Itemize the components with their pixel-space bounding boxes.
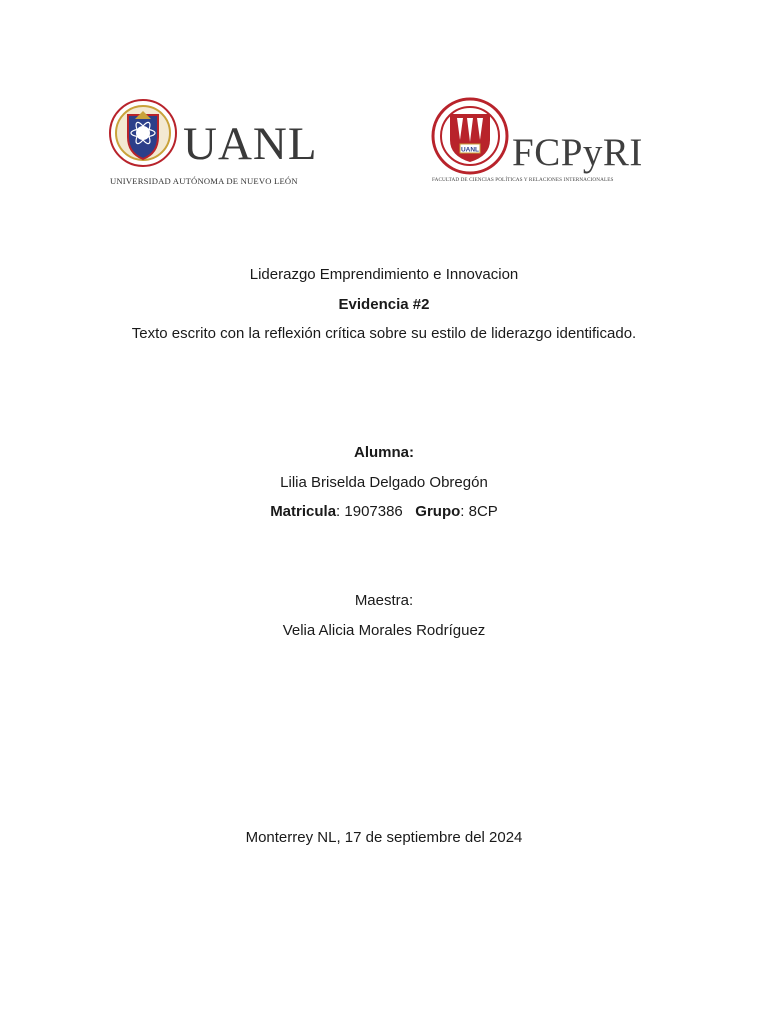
teacher-name: Velia Alicia Morales Rodríguez xyxy=(282,622,486,639)
student-label: Alumna: xyxy=(354,444,414,461)
uanl-wordmark: UANL xyxy=(183,118,318,170)
evidence-title: Evidencia #2 xyxy=(338,296,430,313)
place-date: Monterrey NL, 17 de septiembre del 2024 xyxy=(245,829,523,846)
teacher-label: Maestra: xyxy=(354,592,414,609)
uanl-subtitle: UNIVERSIDAD AUTÓNOMA DE NUEVO LEÓN xyxy=(110,176,298,186)
fcpyri-wordmark: FCPyRI xyxy=(512,131,643,174)
fcpyri-seal-icon xyxy=(430,96,510,176)
fcpyri-seal-badge: UANL xyxy=(460,146,480,154)
matricula-label: Matricula xyxy=(270,503,337,520)
uanl-seal-icon xyxy=(108,97,178,169)
grupo-label: Grupo xyxy=(415,503,461,520)
fcpyri-logo xyxy=(430,96,660,188)
course-title: Liderazgo Emprendimiento e Innovacion xyxy=(249,266,519,283)
uanl-logo xyxy=(108,97,318,189)
description-text: Texto escrito con la reflexión crítica sobre su estilo de liderazgo identificado. xyxy=(131,325,637,342)
grupo-value: : 8CP xyxy=(460,503,498,520)
fcpyri-subtitle: FACULTAD DE CIENCIAS POLÍTICAS Y RELACIONES INTERNACIONALES xyxy=(432,177,614,183)
student-name: Lilia Briselda Delgado Obregón xyxy=(280,474,488,491)
student-ids xyxy=(0,503,768,521)
matricula-value: : 1907386 xyxy=(336,503,403,520)
